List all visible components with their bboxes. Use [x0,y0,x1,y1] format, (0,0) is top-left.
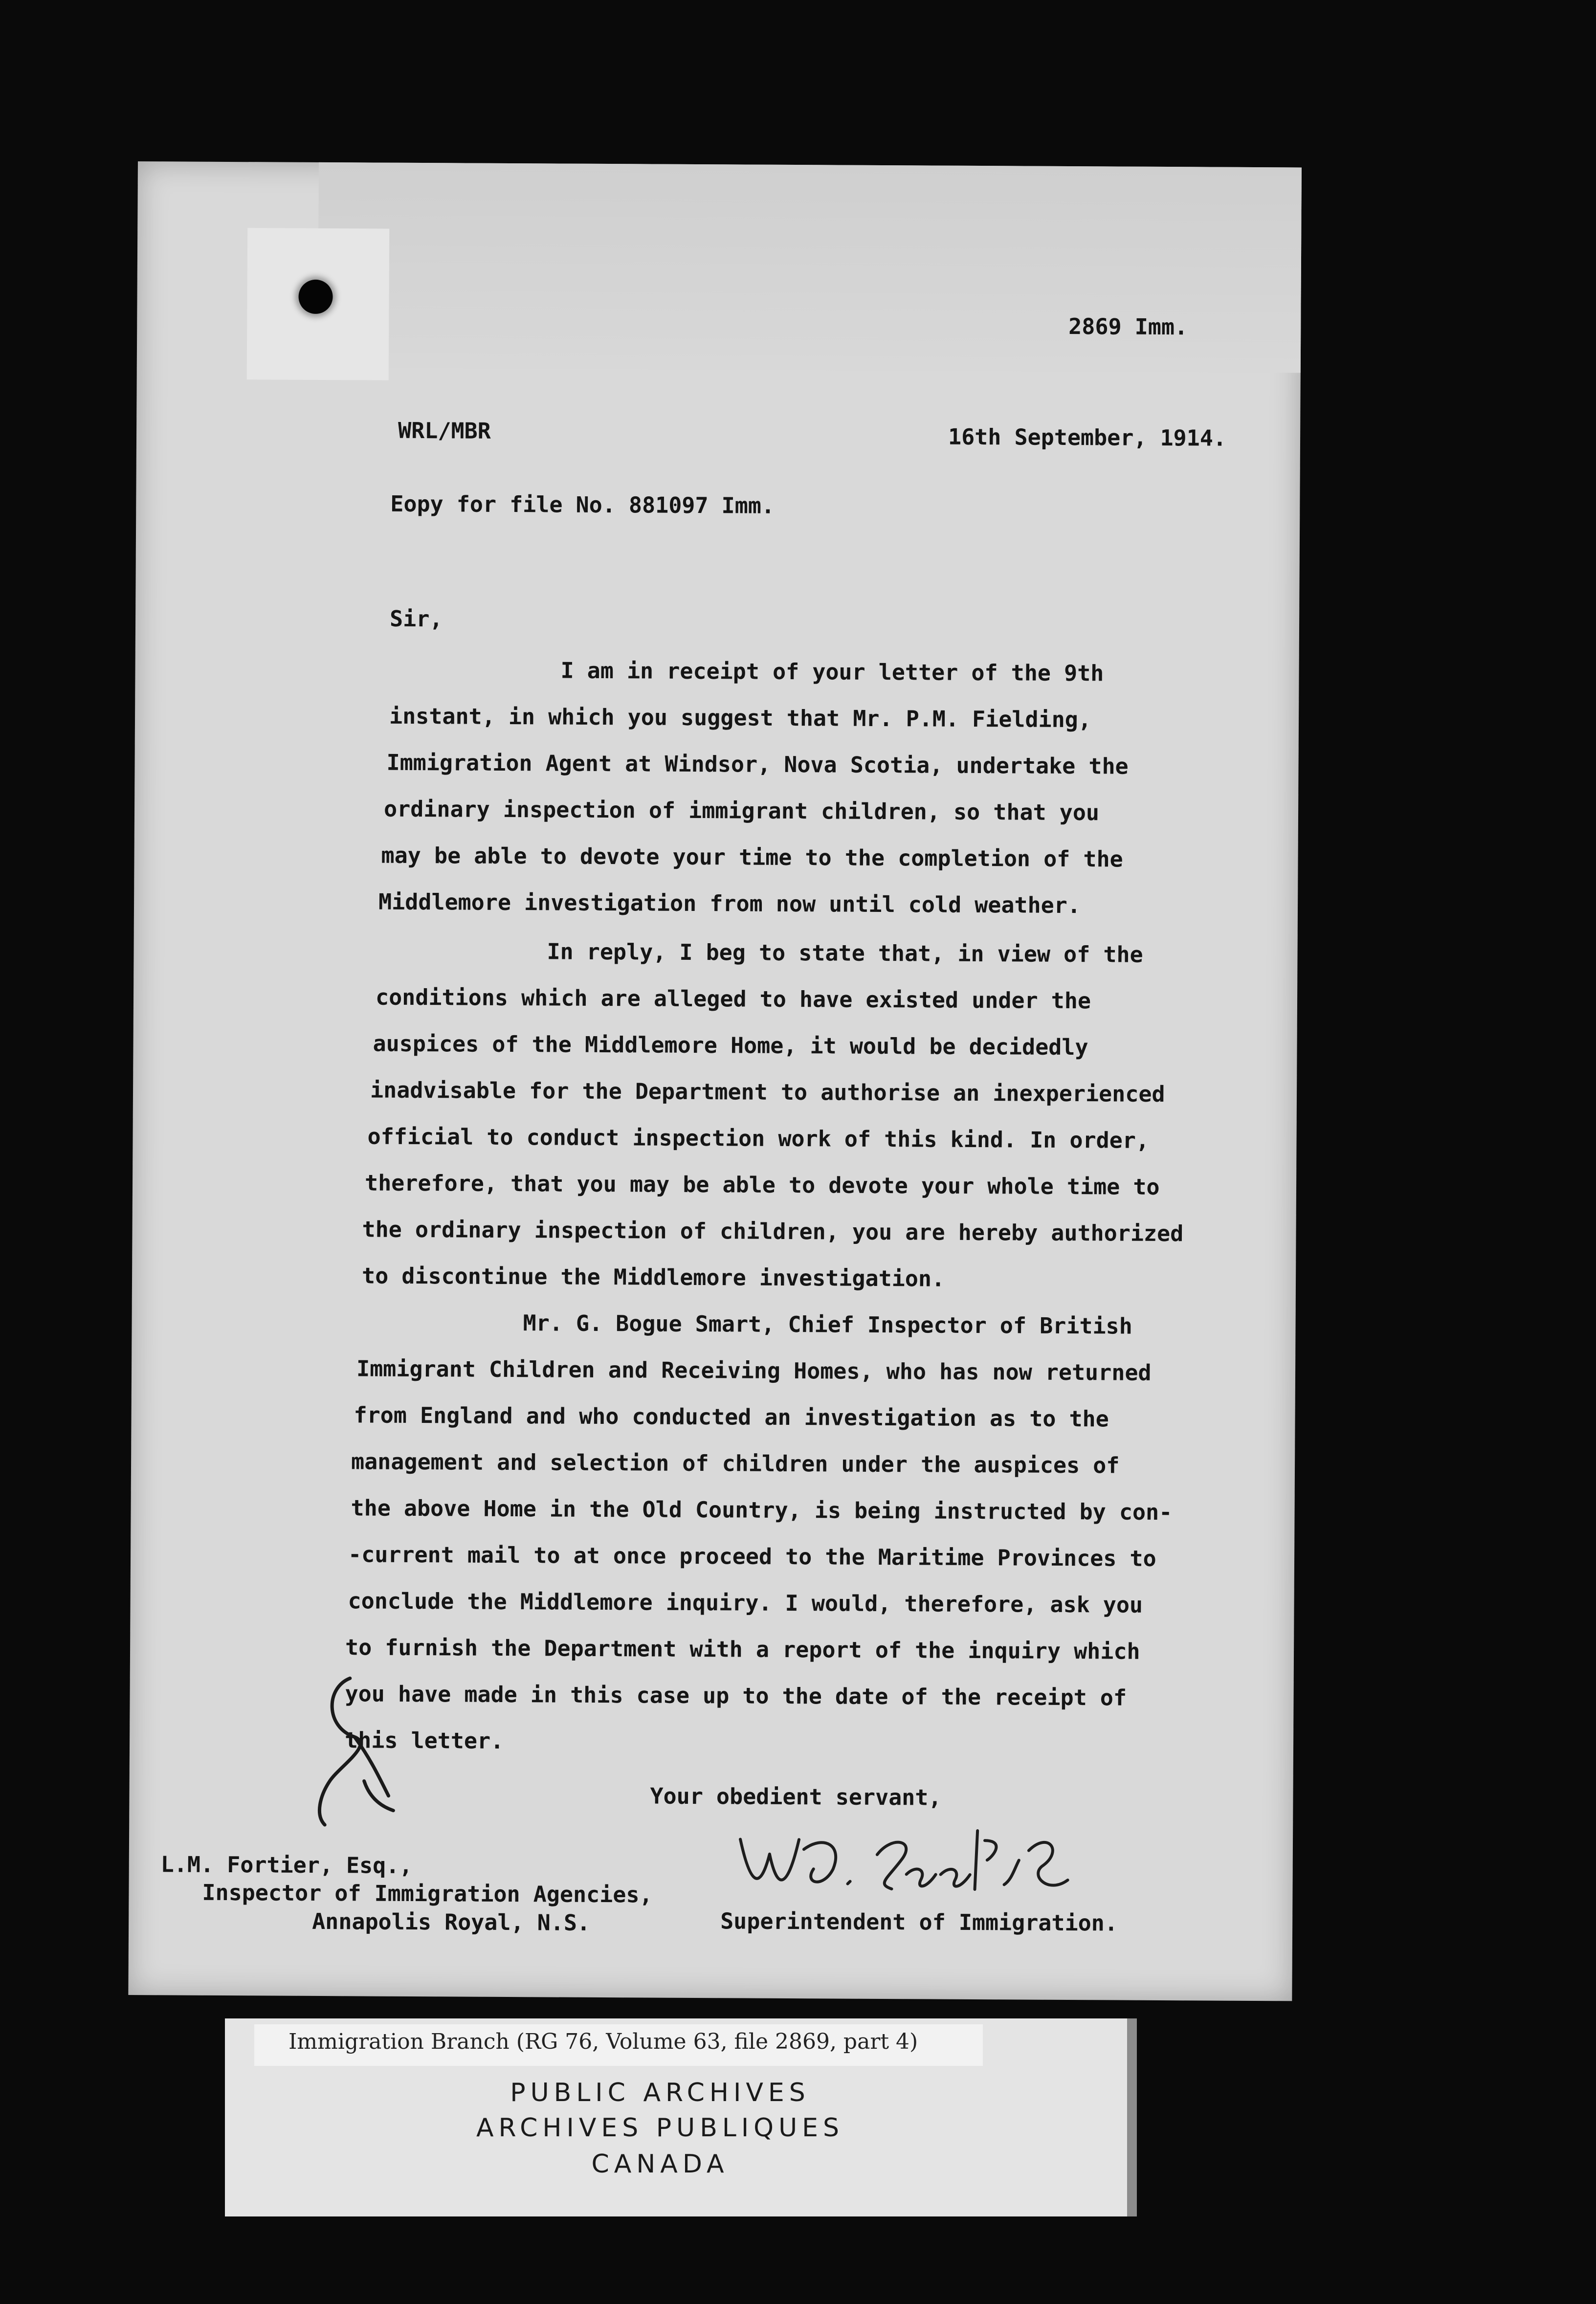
archive-country: CANADA [591,2149,729,2179]
file-reference: 2869 Imm. [1068,313,1188,340]
body-line: to furnish the Department with a report of the inquiry which [345,1634,1140,1664]
handwritten-margin-mark [295,1668,404,1830]
body-line: the ordinary inspection of children, you are hereby authorized [362,1216,1184,1247]
copy-note: Eopy for file No. 881097 Imm. [390,490,775,519]
body-line: In reply, I beg to state that, in view of the [547,938,1143,968]
body-line: conclude the Middlemore inquiry. I would, therefore, ask you [348,1588,1143,1618]
archive-label-edge [1127,2018,1137,2216]
body-line: the above Home in the Old Country, is being instructed by con- [351,1495,1173,1526]
punch-hole-icon [298,280,332,314]
body-line: from England and who conducted an investigation as to the [354,1402,1109,1432]
body-line: -current mail to at once proceed to the Maritime Provinces to [348,1541,1156,1572]
body-line: to discontinue the Middlemore investigation. [361,1263,945,1292]
handwritten-signature [730,1810,1073,1909]
archive-name-english: PUBLIC ARCHIVES [510,2078,810,2107]
body-line: management and selection of children under the auspices of [351,1448,1120,1479]
body-line: you have made in this case up to the date of the receipt of [345,1681,1127,1711]
body-line: I am in receipt of your letter of the 9th [560,657,1104,687]
archive-name-french: ARCHIVES PUBLIQUES [476,2113,844,2143]
closing: Your obedient servant, [650,1783,942,1811]
body-line: auspices of the Middlemore Home, it would be decidedly [373,1030,1088,1061]
body-line: may be able to devote your time to the completion of the [381,842,1123,872]
body-line: Immigration Agent at Windsor, Nova Scotia, undertake the [386,749,1129,779]
letter-date: 16th September, 1914. [948,423,1227,451]
body-line: instant, in which you suggest that Mr. P.M. Fielding, [389,703,1092,733]
body-line: Immigrant Children and Receiving Homes, who has now returned [356,1355,1152,1386]
archive-reference: Immigration Branch (RG 76, Volume 63, file 2869, part 4) [288,2029,918,2054]
signatory-title: Superintendent of Immigration. [720,1908,1118,1936]
body-line: official to conduct inspection work of this kind. In order, [367,1123,1150,1153]
body-line: ordinary inspection of immigrant children, so that you [383,796,1100,826]
salutation: Sir, [389,605,443,632]
addressee-title: Inspector of Immigration Agencies, [202,1879,653,1908]
body-line: conditions which are alleged to have existed under the [375,984,1091,1014]
body-line: Mr. G. Bogue Smart, Chief Inspector of British [523,1310,1132,1339]
addressee-location: Annapolis Royal, N.S. [312,1908,591,1936]
body-line: inadvisable for the Department to authorise an inexperienced [370,1077,1165,1108]
body-line: Middlemore investigation from now until cold weather. [378,888,1081,919]
typist-initials: WRL/MBR [398,417,491,444]
addressee-name: L.M. Fortier, Esq., [160,1851,413,1879]
body-line: therefore, that you may be able to devote your whole time to [364,1170,1160,1200]
body-line: this letter. [344,1727,504,1754]
letter-sheet [128,161,1302,2001]
sheet-fold-shading [318,162,1302,373]
